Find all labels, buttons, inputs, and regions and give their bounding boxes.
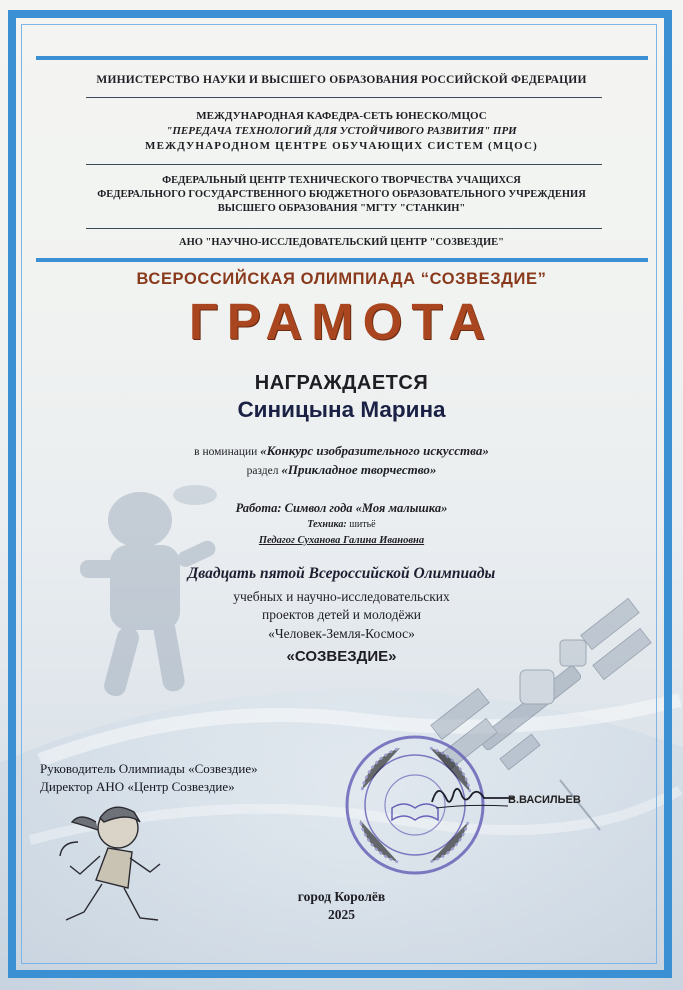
signer-role-2: Директор АНО «Центр Созвездие» — [40, 779, 235, 794]
event-name: «СОЗВЕЗДИЕ» — [286, 648, 397, 665]
nomination-label: в номинации — [194, 446, 261, 458]
nomination-line — [0, 443, 683, 459]
section-value: «Прикладное творчество» — [281, 462, 437, 477]
technique-value: шитьё — [346, 519, 376, 530]
section-label: раздел — [246, 465, 282, 477]
certificate-title: ГРАМОТА — [188, 293, 495, 350]
ministry-name: МИНИСТЕРСТВО НАУКИ И ВЫСШЕГО ОБРАЗОВАНИЯ РОССИЙСКОЙ ФЕДЕРАЦИИ — [96, 74, 587, 86]
teacher-name: Педагог Суханова Галина Ивановна — [258, 535, 425, 546]
recipient-name: Синицына Марина — [237, 397, 446, 422]
work-title: Работа: Символ года «Моя малышка» — [235, 501, 448, 515]
handwritten-signature — [428, 778, 518, 818]
federal-center-line-1: ФЕДЕРАЛЬНЫЙ ЦЕНТР ТЕХНИЧЕСКОГО ТВОРЧЕСТВА УЧАЩИХСЯ — [162, 175, 521, 186]
technique-label: Техника: — [307, 519, 347, 530]
nomination-value: «Конкурс изобразительного искусства» — [260, 443, 489, 458]
event-line-1: Двадцать пятой Всероссийской Олимпиады — [187, 565, 496, 582]
ano-name: АНО "НАУЧНО-ИССЛЕДОВАТЕЛЬСКИЙ ЦЕНТР "СОЗВЕЗДИЕ" — [178, 237, 505, 248]
event-line-3: проектов детей и молодёжи — [261, 607, 422, 622]
unesco-line-2: "ПЕРЕДАЧА ТЕХНОЛОГИЙ ДЛЯ УСТОЙЧИВОГО РАЗВИТИЯ" ПРИ — [166, 125, 517, 137]
event-line-2: учебных и научно-исследовательских — [233, 589, 450, 604]
federal-center-line-2: ФЕДЕРАЛЬНОГО ГОСУДАРСТВЕННОГО БЮДЖЕТНОГО ОБРАЗОВАТЕЛЬНОГО УЧРЕЖДЕНИЯ — [97, 189, 586, 200]
divider — [86, 97, 602, 98]
awarded-heading: НАГРАЖДАЕТСЯ — [254, 372, 429, 394]
olympiad-title: ВСЕРОССИЙСКАЯ ОЛИМПИАДА “СОЗВЕЗДИЕ” — [136, 270, 547, 288]
signer-role-1: Руководитель Олимпиады «Созвездие» — [40, 761, 258, 776]
year: 2025 — [328, 907, 355, 922]
divider — [86, 164, 602, 165]
divider — [86, 228, 602, 229]
event-line-4: «Человек-Земля-Космос» — [268, 626, 415, 641]
technique-line — [0, 519, 683, 530]
signer-name: В.ВАСИЛЬЕВ — [508, 794, 581, 806]
header-rule — [36, 56, 648, 60]
header-rule — [36, 258, 648, 262]
inner-frame — [21, 24, 657, 964]
federal-center-line-3: ВЫСШЕГО ОБРАЗОВАНИЯ "МГТУ "СТАНКИН" — [217, 203, 466, 214]
city: город Королёв — [297, 889, 386, 904]
unesco-line-3: МЕЖДУНАРОДНОМ ЦЕНТРЕ ОБУЧАЮЩИХ СИСТЕМ (МЦОС) — [145, 140, 538, 152]
section-line — [0, 462, 683, 478]
unesco-line-1: МЕЖДУНАРОДНАЯ КАФЕДРА-СЕТЬ ЮНЕСКО/МЦОС — [196, 110, 487, 122]
